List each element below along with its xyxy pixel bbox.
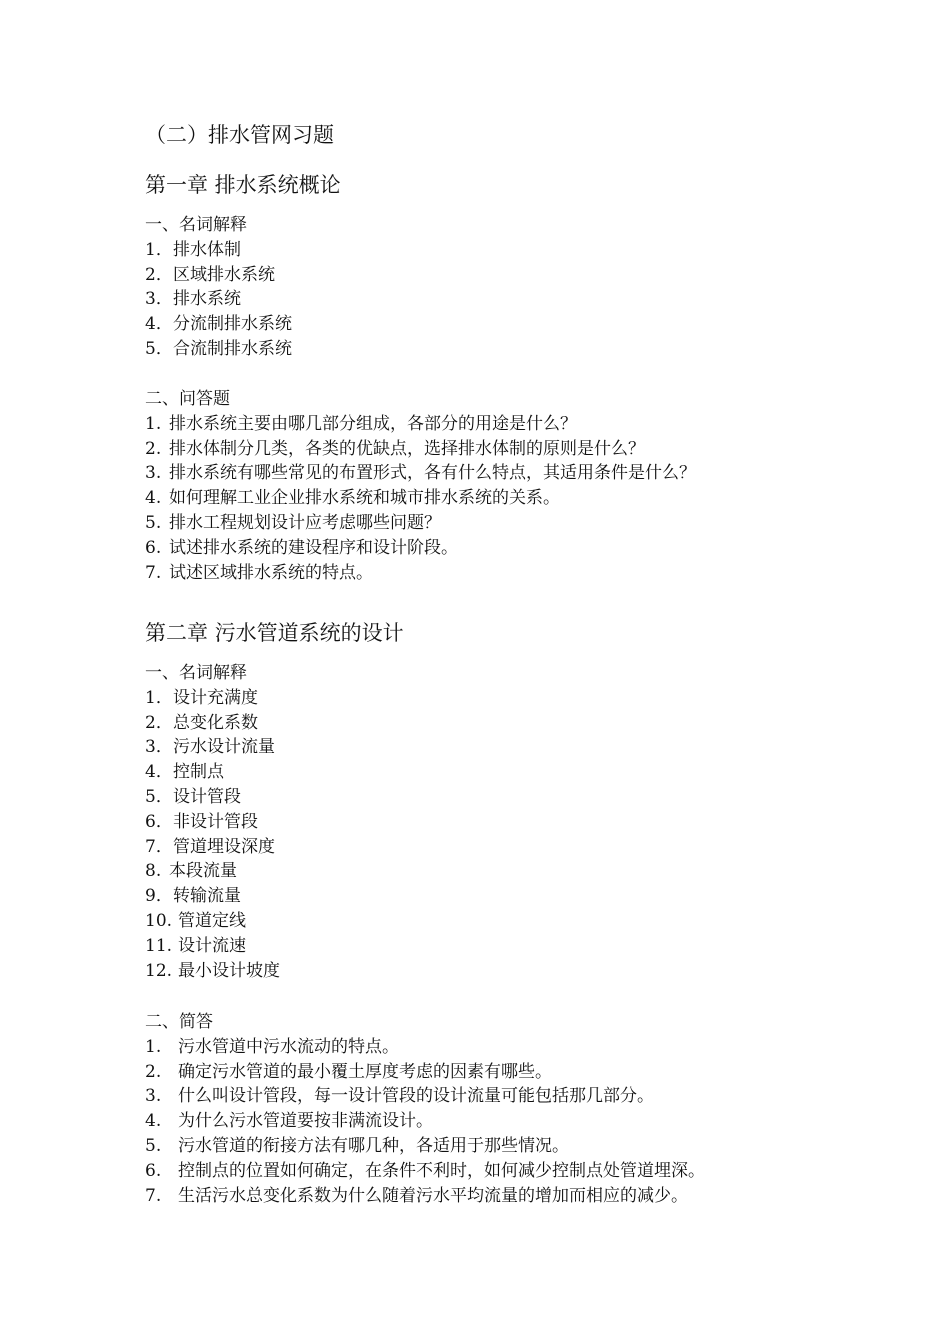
item-text: 控制点 bbox=[173, 762, 224, 783]
item-text: 管道定线 bbox=[178, 910, 246, 931]
item-number: 6． bbox=[145, 811, 173, 832]
list-item bbox=[145, 461, 696, 486]
item-number: 5. bbox=[145, 1135, 162, 1156]
item-text: 排水系统有哪些常见的布置形式，各有什么特点，其适用条件是什么？ bbox=[169, 463, 696, 484]
list-item bbox=[145, 760, 280, 785]
list-item bbox=[145, 835, 280, 860]
item-text: 试述排水系统的建设程序和设计阶段。 bbox=[169, 537, 458, 558]
item-text: 设计管段 bbox=[173, 786, 241, 807]
item-number: 7. bbox=[145, 1185, 162, 1206]
chapter-1-questions-section bbox=[145, 387, 696, 585]
item-number: 1． bbox=[145, 687, 173, 708]
item-number: 1. bbox=[145, 413, 162, 434]
item-number: 3. bbox=[145, 1086, 162, 1107]
chapter-1-terms-section bbox=[145, 213, 292, 362]
item-number: 8. bbox=[145, 861, 162, 882]
chapter-2-title: 第二章 污水管道系统的设计 bbox=[145, 621, 404, 645]
item-text: 污水设计流量 bbox=[173, 737, 275, 758]
list-item bbox=[145, 337, 292, 362]
list-item bbox=[145, 785, 280, 810]
item-number: 2. bbox=[145, 1061, 162, 1082]
item-text: 排水系统 bbox=[173, 289, 241, 310]
item-text: 最小设计坡度 bbox=[178, 960, 280, 981]
item-number: 5. bbox=[145, 512, 162, 533]
list-item bbox=[145, 263, 292, 288]
list-item bbox=[145, 686, 280, 711]
item-number: 3. bbox=[145, 463, 162, 484]
item-number: 4. bbox=[145, 488, 162, 509]
item-text: 排水工程规划设计应考虑哪些问题？ bbox=[169, 512, 441, 533]
item-number: 7． bbox=[145, 836, 173, 857]
item-number: 7. bbox=[145, 562, 162, 583]
section-heading: 二、问答题 bbox=[145, 389, 230, 409]
item-number: 5． bbox=[145, 338, 173, 359]
item-text: 总变化系数 bbox=[173, 712, 258, 733]
item-text: 排水系统主要由哪几部分组成，各部分的用途是什么？ bbox=[169, 413, 577, 434]
list-item bbox=[145, 1060, 705, 1085]
item-text: 转输流量 bbox=[173, 886, 241, 907]
item-text: 设计流速 bbox=[178, 935, 246, 956]
item-number: 2． bbox=[145, 264, 173, 285]
list-item bbox=[145, 735, 280, 760]
list-item bbox=[145, 1035, 705, 1060]
item-text: 分流制排水系统 bbox=[173, 314, 292, 335]
item-text: 控制点的位置如何确定，在条件不利时，如何减少控制点处管道埋深。 bbox=[178, 1160, 705, 1181]
item-number: 9． bbox=[145, 886, 173, 907]
list-item bbox=[145, 711, 280, 736]
item-text: 管道埋设深度 bbox=[173, 836, 275, 857]
item-text: 合流制排水系统 bbox=[173, 338, 292, 359]
item-text: 区域排水系统 bbox=[173, 264, 275, 285]
list-item bbox=[145, 511, 696, 536]
item-text: 设计充满度 bbox=[173, 687, 258, 708]
item-number: 3． bbox=[145, 737, 173, 758]
item-text: 排水体制 bbox=[173, 239, 241, 260]
item-number: 5． bbox=[145, 786, 173, 807]
item-number: 10. bbox=[145, 910, 173, 931]
list-item bbox=[145, 412, 696, 437]
section-heading: 一、名词解释 bbox=[145, 663, 247, 683]
list-item bbox=[145, 536, 696, 561]
list-item bbox=[145, 437, 696, 462]
section-heading: 一、名词解释 bbox=[145, 215, 247, 235]
chapter-2-terms-section bbox=[145, 661, 280, 983]
item-text: 确定污水管道的最小覆土厚度考虑的因素有哪些。 bbox=[178, 1061, 552, 1082]
item-text: 试述区域排水系统的特点。 bbox=[169, 562, 373, 583]
item-number: 11. bbox=[145, 935, 173, 956]
list-item bbox=[145, 909, 280, 934]
item-number: 4. bbox=[145, 1111, 162, 1132]
list-item bbox=[145, 287, 292, 312]
item-text: 本段流量 bbox=[169, 861, 237, 882]
list-item bbox=[145, 312, 292, 337]
item-text: 生活污水总变化系数为什么随着污水平均流量的增加而相应的减少。 bbox=[178, 1185, 688, 1206]
item-text: 排水体制分几类，各类的优缺点，选择排水体制的原则是什么？ bbox=[169, 438, 645, 459]
item-number: 12. bbox=[145, 960, 173, 981]
list-item bbox=[145, 859, 280, 884]
item-number: 6. bbox=[145, 537, 162, 558]
item-number: 4． bbox=[145, 762, 173, 783]
list-item bbox=[145, 1084, 705, 1109]
chapter-2-short-answer-section bbox=[145, 1010, 705, 1208]
list-item bbox=[145, 884, 280, 909]
item-number: 6. bbox=[145, 1160, 162, 1181]
list-item bbox=[145, 1109, 705, 1134]
item-text: 非设计管段 bbox=[173, 811, 258, 832]
list-item bbox=[145, 561, 696, 586]
list-item bbox=[145, 1134, 705, 1159]
item-number: 3． bbox=[145, 289, 173, 310]
list-item bbox=[145, 1184, 705, 1209]
chapter-1-title: 第一章 排水系统概论 bbox=[145, 173, 341, 197]
item-number: 2． bbox=[145, 712, 173, 733]
list-item bbox=[145, 959, 280, 984]
item-number: 1． bbox=[145, 239, 173, 260]
item-number: 2. bbox=[145, 438, 162, 459]
section-heading: 二、简答 bbox=[145, 1012, 213, 1032]
list-item bbox=[145, 934, 280, 959]
item-text: 为什么污水管道要按非满流设计。 bbox=[178, 1111, 433, 1132]
list-item bbox=[145, 238, 292, 263]
list-item bbox=[145, 1159, 705, 1184]
item-number: 1. bbox=[145, 1036, 162, 1057]
list-item bbox=[145, 810, 280, 835]
item-number: 4． bbox=[145, 314, 173, 335]
document-title: （二）排水管网习题 bbox=[145, 123, 334, 147]
item-text: 污水管道中污水流动的特点。 bbox=[178, 1036, 399, 1057]
item-text: 如何理解工业企业排水系统和城市排水系统的关系。 bbox=[169, 488, 560, 509]
item-text: 污水管道的衔接方法有哪几种，各适用于那些情况。 bbox=[178, 1135, 569, 1156]
item-text: 什么叫设计管段，每一设计管段的设计流量可能包括那几部分。 bbox=[178, 1086, 654, 1107]
list-item bbox=[145, 486, 696, 511]
